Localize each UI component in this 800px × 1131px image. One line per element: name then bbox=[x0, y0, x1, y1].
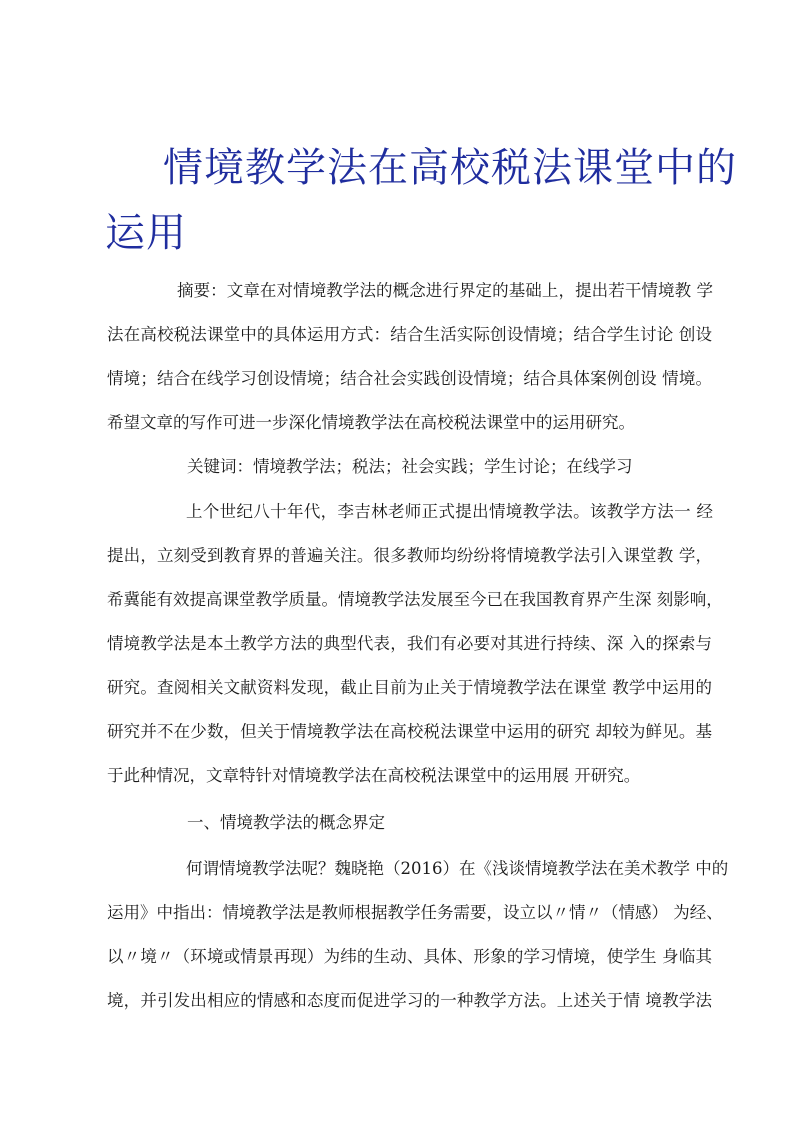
section1-line-4: 境，并引发出相应的情感和态度而促进学习的一种教学方法。上述关于情 境教学法 bbox=[107, 991, 712, 1010]
intro-line-6: 研究并不在少数，但关于情境教学法在高校税法课堂中运用的研究 却较为鲜见。基 bbox=[107, 722, 712, 741]
keywords: 关键词：情境教学法；税法；社会实践；学生讨论；在线学习 bbox=[187, 457, 633, 476]
abstract-line-4: 希望文章的写作可进一步深化情境教学法在高校税法课堂中的运用研究。 bbox=[107, 413, 635, 432]
intro-line-3: 希冀能有效提高课堂教学质量。情境教学法发展至今已在我国教育界产生深 刻影响， bbox=[107, 590, 723, 609]
section1-line-2: 运用》中指出：情境教学法是教师根据教学任务需要，设立以〃情〃（情感） 为经、 bbox=[107, 903, 723, 922]
document-title-line-2: 运用 bbox=[105, 210, 187, 256]
section1-line-1: 何谓情境教学法呢？魏晓艳（2016）在《浅谈情境教学法在美术教学 中的 bbox=[186, 859, 729, 878]
intro-line-5: 研究。查阅相关文献资料发现，截止目前为止关于情境教学法在课堂 教学中运用的 bbox=[107, 678, 712, 697]
document-title-line-1: 情境教学法在高校税法课堂中的 bbox=[163, 145, 737, 191]
section-heading-1: 一、情境教学法的概念界定 bbox=[187, 813, 385, 832]
abstract-line-2: 法在高校税法课堂中的具体运用方式：结合生活实际创设情境；结合学生讨论 创设 bbox=[107, 325, 712, 344]
intro-line-1: 上个世纪八十年代，李吉林老师正式提出情境教学法。该教学方法一 经 bbox=[186, 502, 713, 521]
section1-line-3: 以〃境〃（环境或情景再现）为纬的生动、具体、形象的学习情境，使学生 身临其 bbox=[107, 947, 712, 966]
intro-line-4: 情境教学法是本土教学方法的典型代表，我们有必要对其进行持续、深 入的探索与 bbox=[107, 634, 712, 653]
intro-line-2: 提出，立刻受到教育界的普遍关注。很多教师均纷纷将情境教学法引入课堂教 学， bbox=[107, 546, 712, 565]
abstract-line-1: 摘要：文章在对情境教学法的概念进行界定的基础上，提出若干情境教 学 bbox=[177, 281, 713, 300]
abstract-line-3: 情境；结合在线学习创设情境；结合社会实践创设情境；结合具体案例创设 情境。 bbox=[107, 369, 712, 388]
intro-line-7: 于此种情况，文章特针对情境教学法在高校税法课堂中的运用展 开研究。 bbox=[107, 766, 641, 785]
